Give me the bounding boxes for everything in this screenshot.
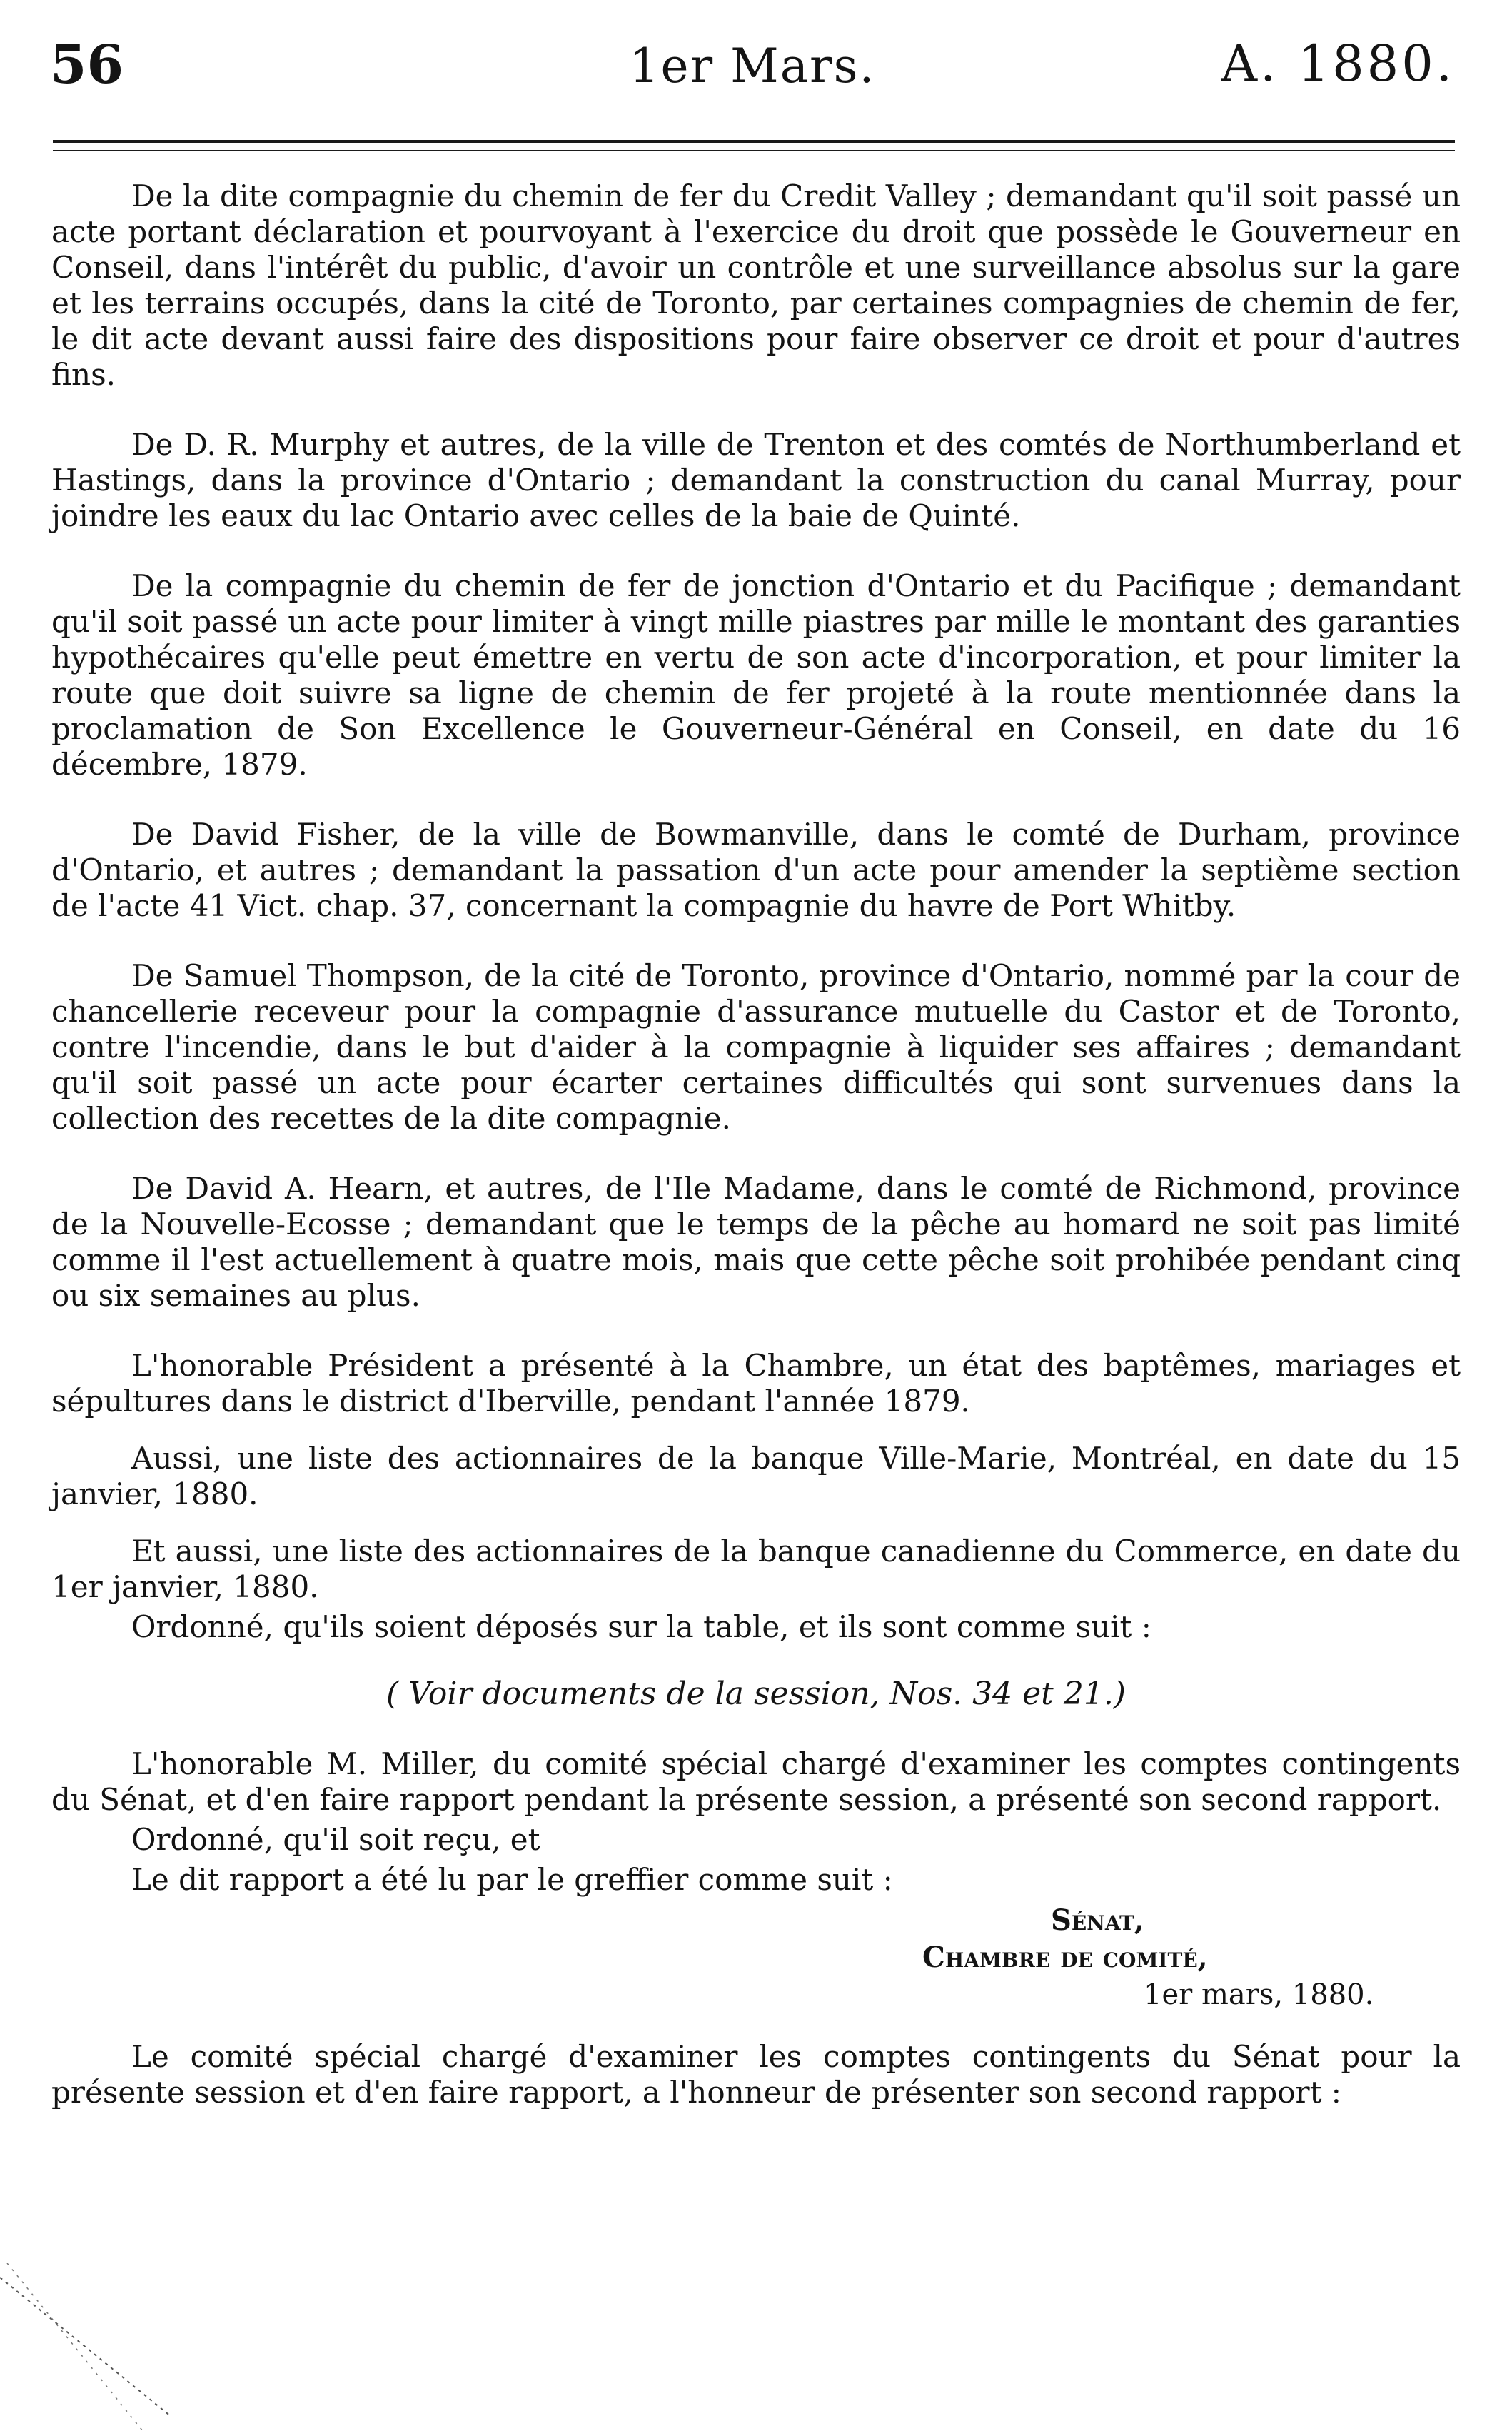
signature-senate: Sénat, [1051,1903,1144,1937]
petition-murphy: De D. R. Murphy et autres, de la ville de Trenton et des comtés de Northumberland et Hastings, dans la province d'Ontario ; demandant la construction du canal Murray, pour joindre les eaux du lac Ontario avec celles de la baie de Quinté. [51,427,1461,533]
document-body [51,178,1461,2110]
signature-block [51,1902,1461,2013]
committee-report-intro: Le comité spécial chargé d'examiner les comptes contingents du Sénat pour la présente session et d'en faire rapport, a l'honneur de présenter son second rapport : [51,2039,1461,2110]
report-read: Le dit rapport a été lu par le greffier comme suit : [131,1862,893,1897]
petition-credit-valley: De la dite compagnie du chemin de fer du Credit Valley ; demandant qu'il soit passé un acte portant déclaration et pourvoyant à l'exercice du droit que possède le Gouverneur en Conseil, dans l'intérêt du public, d'avoir un contrôle et une surveillance absolus sur la gare et les terrains occupés, dans la cité de Toronto, par certaines compagnies de chemin de fer, le dit acte devant aussi faire des dispositions pour faire observer ce droit et pour d'autres fins. [51,178,1461,392]
header-year: A. 1880. [1221,34,1455,93]
list-ville-marie: Aussi, une liste des actionnaires de la banque Ville-Marie, Montréal, en date du 15 janvier, 1880. [51,1441,1461,1511]
order-deposit: Ordonné, qu'ils soient déposés sur la table, et ils sont comme suit : [131,1609,1151,1644]
miller-report: L'honorable M. Miller, du comité spécial chargé d'examiner les comptes contingents du Sénat, et d'en faire rapport pendant la présente session, a présenté son second rapport. [51,1746,1461,1817]
header-date: 1er Mars. [629,39,876,94]
signature-chamber: Chambre de comité, [922,1941,1208,1974]
header-rule-thick [53,140,1455,143]
order-received: Ordonné, qu'il soit reçu, et [131,1822,540,1857]
running-header [50,27,1455,106]
header-rule-thin [53,150,1455,151]
petition-ontario-pacific: De la compagnie du chemin de fer de jonction d'Ontario et du Pacifique ; demandant qu'il soit passé un acte pour limiter à vingt mille piastres par mille le montant des garanties hypothécaires qu'elle peut émettre en vertu de son acte d'incorporation, et pour limiter la route que doit suivre sa ligne de chemin de fer projeté à la route mentionnée dans la proclamation de Son Excellence le Gouverneur-Général en Conseil, en date du 16 décembre, 1879. [51,568,1461,782]
signature-date: 1er mars, 1880. [1144,1978,1374,2011]
documents-reference: ( Voir documents de la session, Nos. 34 et 21.) [386,1676,1126,1712]
scan-artifact-lines [0,2263,171,2431]
petition-hearn: De David A. Hearn, et autres, de l'Ile Madame, dans le comté de Richmond, province de la Nouvelle-Ecosse ; demandant que le temps de la pêche au homard ne soit pas limité comme il l'est actuellement à quatre mois, mais que cette pêche soit prohibée pendant cinq ou six semaines au plus. [51,1171,1461,1313]
list-commerce: Et aussi, une liste des actionnaires de la banque canadienne du Commerce, en date du 1er janvier, 1880. [51,1534,1461,1604]
petition-fisher: De David Fisher, de la ville de Bowmanville, dans le comté de Durham, province d'Ontario, et autres ; demandant la passation d'un acte pour amender la septième section de l'acte 41 Vict. chap. 37, concernant la compagnie du havre de Port Whitby. [51,817,1461,923]
page-number: 56 [50,34,124,96]
president-statement: L'honorable Président a présenté à la Chambre, un état des baptêmes, mariages et sépultures dans le district d'Iberville, pendant l'année 1879. [51,1348,1461,1419]
petition-thompson: De Samuel Thompson, de la cité de Toronto, province d'Ontario, nommé par la cour de chancellerie receveur pour la compagnie d'assurance mutuelle du Castor et de Toronto, contre l'incendie, dans le but d'aider à la compagnie à liquider ses affaires ; demandant qu'il soit passé un acte pour écarter certaines difficultés qui sont survenues dans la collection des recettes de la dite compagnie. [51,958,1461,1136]
